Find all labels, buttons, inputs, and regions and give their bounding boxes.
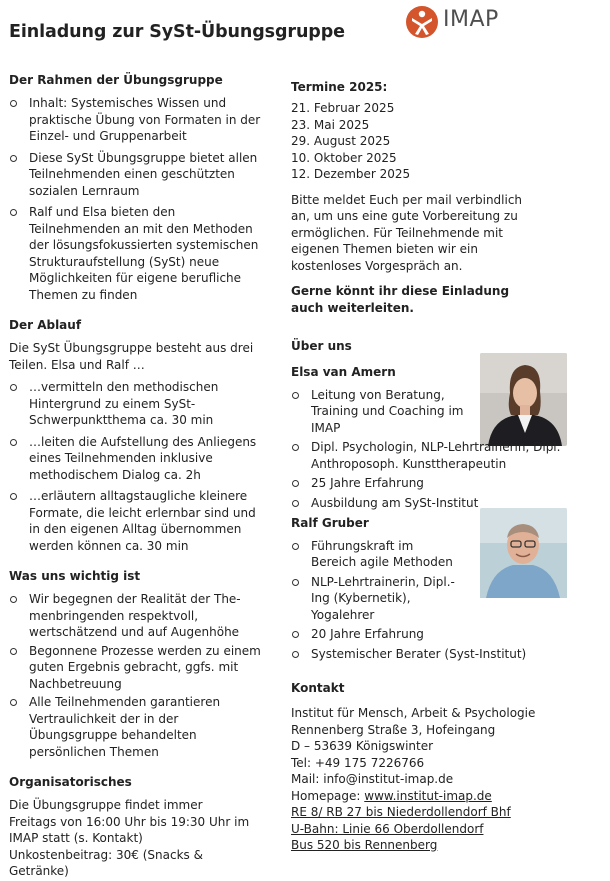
person-ralf (291, 515, 591, 662)
bullet-icon (292, 631, 299, 638)
kontakt-line: Tel: +49 175 7226766 (291, 755, 425, 770)
date-item: 21. Februar 2025 (291, 101, 395, 115)
termine-dates (291, 100, 591, 183)
homepage-line (291, 788, 591, 805)
bullet-icon (10, 493, 17, 500)
section-orga (9, 774, 261, 880)
list-item: Ralf und Elsa bieten den Teilnehmenden an mit den Methoden der lösungsfokussierten systemischen Strukturaufstellung (SySt) neue Möglichkeiten für eigene berufliche Themen zu finden (9, 204, 261, 303)
bullet-icon (292, 392, 299, 399)
transit-line: Bus 520 bis Rennenberg (291, 838, 438, 852)
orga-line: Die Übungsgruppe findet immer (9, 798, 203, 812)
ablauf-heading: Der Ablauf (9, 318, 82, 332)
bullet-icon (10, 209, 17, 216)
wichtig-heading: Was uns wichtig ist (9, 569, 141, 583)
date-item: 29. August 2025 (291, 134, 391, 148)
list-item: Begonnene Prozesse werden zu einem guten Ergebnis gebracht, ggfs. mit Nachbetreuung (9, 643, 261, 693)
list-item: NLP-Lehrtrainerin, Dipl.-Ing (Kybernetik), Yogalehrer (291, 574, 461, 624)
section-kontakt (291, 680, 591, 854)
list-item: Wir begegnen der Realität der The-menbringenden respektvoll, wertschätzend und auf Augenhöhe (9, 591, 261, 641)
list-item: Leitung von Beratung, Training und Coaching im IMAP (291, 387, 481, 437)
termine-heading: Termine 2025: (291, 80, 388, 94)
list-item: Diese SySt Übungsgruppe bietet allen Teilnehmenden einen geschützten sozialen Lernraum (9, 150, 261, 200)
bullet-icon (292, 444, 299, 451)
list-item: 25 Jahre Erfahrung (291, 475, 591, 492)
bullet-icon (10, 384, 17, 391)
orga-heading: Organisatorisches (9, 775, 132, 789)
bullet-icon (10, 699, 17, 706)
imap-logo-icon (405, 5, 439, 39)
date-item: 12. Dezember 2025 (291, 167, 411, 181)
ueber-heading: Über uns (291, 339, 352, 353)
bullet-icon (10, 155, 17, 162)
ablauf-intro: Die SySt Übungsgruppe besteht aus drei Teilen. Elsa und Ralf … (9, 341, 254, 372)
orga-line: Freitags von 16:00 Uhr bis 19:30 Uhr im (9, 814, 250, 829)
page-title: Einladung zur SySt-Übungsgruppe (9, 22, 345, 42)
date-item: 23. Mai 2025 (291, 117, 370, 132)
bullet-icon (292, 543, 299, 550)
transit-line: U-Bahn: Linie 66 Oberdollendorf (291, 821, 484, 836)
kontakt-line: D – 53639 Königswinter (291, 739, 434, 753)
bullet-icon (10, 100, 17, 107)
orga-line: Unkostenbeitrag: 30€ (Snacks & Getränke) (9, 847, 203, 878)
list-item: 20 Jahre Erfahrung (291, 626, 591, 643)
section-rahmen (9, 72, 261, 303)
list-item: Systemischer Berater (Syst-Institut) (291, 646, 591, 663)
section-ablauf (9, 317, 261, 554)
section-ueber-uns (291, 338, 591, 662)
list-item: Führungskraft im Bereich agile Methoden (291, 538, 461, 571)
elsa-name: Elsa van Amern (291, 365, 396, 379)
termine-note: Bitte meldet Euch per mail verbindlich an, um uns eine gute Vorbereitung zu ermöglichen. Für Teilnehmende mit eigenen Themen bieten wir ein kostenloses Vorgespräch an. (291, 192, 523, 273)
person-elsa (291, 364, 591, 511)
ralf-name: Ralf Gruber (291, 516, 369, 530)
transit-line: RE 8/ RB 27 bis Niederdollendorf Bhf (291, 805, 511, 819)
list-item: Alle Teilnehmenden garantieren Vertraulichkeit der in der Übungsgruppe behandelten persönlichen Themen (9, 694, 261, 760)
kontakt-line: Institut für Mensch, Arbeit & Psychologie (291, 706, 536, 720)
bullet-icon (292, 500, 299, 507)
rahmen-heading: Der Rahmen der Übungsgruppe (9, 73, 223, 87)
orga-line: IMAP statt (s. Kontakt) (9, 831, 143, 845)
bullet-icon (292, 579, 299, 586)
list-item: Ausbildung am SySt-Institut (291, 495, 591, 512)
elsa-photo (480, 353, 567, 446)
imap-logo (405, 5, 525, 39)
homepage-link[interactable]: www.institut-imap.de (364, 788, 492, 803)
list-item: …leiten die Aufstellung des Anliegens eines Teilnehmenden inklusive methodischem Dialog ca. 2h (9, 434, 261, 484)
kontakt-line: Mail: info@institut-imap.de (291, 772, 454, 786)
rahmen-list (9, 95, 261, 303)
left-column (9, 72, 261, 880)
bullet-icon (10, 648, 17, 655)
right-column (291, 79, 591, 854)
bullet-icon (10, 439, 17, 446)
list-item: Dipl. Psychologin, NLP-Lehrtrainerin, Dipl. Anthroposoph. Kunsttherapeutin (291, 439, 591, 472)
section-termine (291, 79, 591, 316)
bullet-icon (10, 596, 17, 603)
logo-text: IMAP (443, 7, 499, 32)
ablauf-list (9, 379, 261, 554)
bullet-icon (292, 480, 299, 487)
wichtig-list (9, 591, 261, 760)
kontakt-heading: Kontakt (291, 681, 345, 695)
list-item: Inhalt: Systemisches Wissen und praktische Übung von Formaten in der Einzel- und Gruppenarbeit (9, 95, 261, 145)
bullet-icon (292, 651, 299, 658)
homepage-label: Homepage: (291, 788, 365, 803)
list-item: …erläutern alltagstaugliche kleinere Formate, die leicht erlernbar sind und in den eigenen Alltag übernommen werden können ca. 30 min (9, 488, 261, 554)
section-wichtig (9, 568, 261, 760)
date-item: 10. Oktober 2025 (291, 150, 397, 165)
kontakt-line: Rennenberg Straße 3, Hofeingang (291, 722, 496, 737)
ralf-photo (480, 508, 567, 601)
forward-note: Gerne könnt ihr diese Einladung auch weiterleiten. (291, 284, 510, 315)
list-item: …vermitteln den methodischen Hintergrund zu einem SySt-Schwerpunktthema ca. 30 min (9, 379, 261, 429)
